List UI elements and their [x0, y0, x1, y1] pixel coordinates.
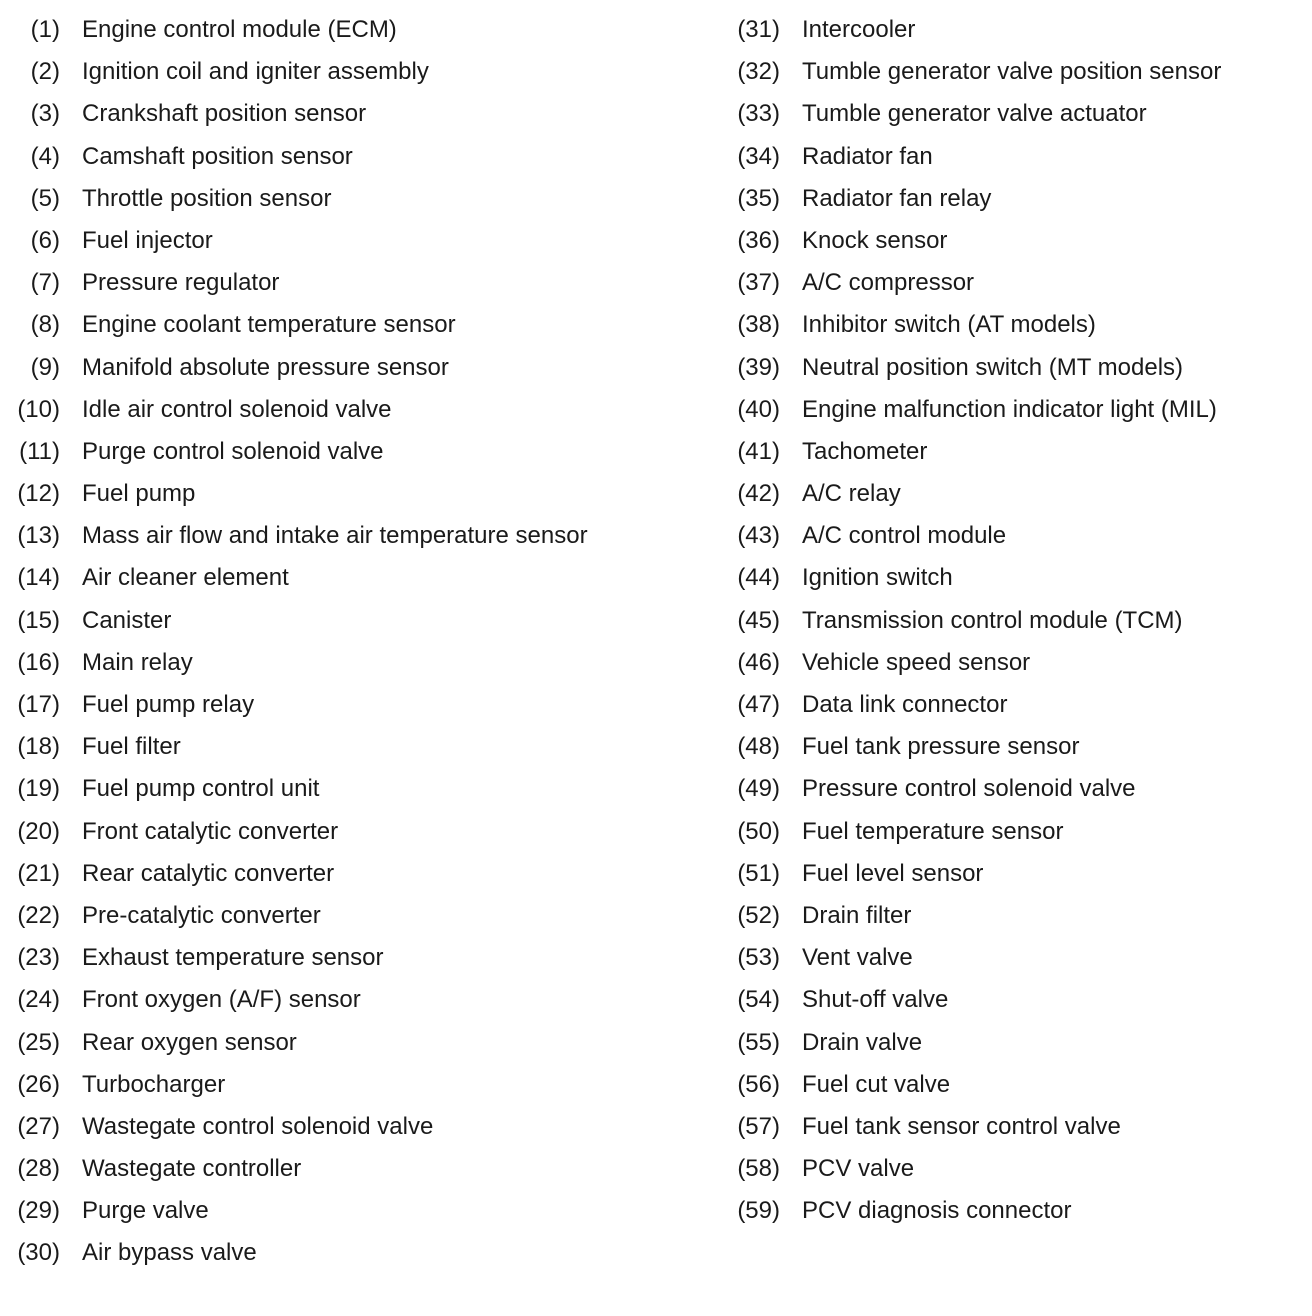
legend-item-label: Engine malfunction indicator light (MIL): [802, 395, 1217, 423]
legend-item-number: (2): [30, 58, 60, 86]
legend-item: [0, 389, 700, 431]
legend-item-number: (34): [737, 142, 780, 170]
legend-item-number: (40): [737, 395, 780, 423]
legend-item-label: A/C relay: [802, 480, 901, 508]
legend-item-label: Tachometer: [802, 437, 928, 465]
legend-item: [0, 178, 700, 220]
legend-item-number: (16): [17, 648, 60, 676]
legend-item-number: (56): [737, 1070, 780, 1098]
legend-item-label: Wastegate controller: [82, 1155, 302, 1183]
legend-item-label: Fuel pump relay: [82, 691, 255, 718]
legend-item-label: Purge valve: [82, 1197, 209, 1225]
legend-item-label: Idle air control solenoid valve: [82, 395, 392, 423]
legend-item-label: Data link connector: [802, 691, 1008, 718]
legend-item: [0, 473, 700, 515]
legend-item: [720, 389, 1300, 431]
legend-item-label: Fuel pump: [82, 480, 196, 508]
legend-item: [720, 1148, 1300, 1190]
legend-item-label: PCV diagnosis connector: [802, 1197, 1072, 1225]
legend-item-number: (23): [17, 944, 60, 972]
legend-item-label: Drain valve: [802, 1028, 923, 1056]
legend-item: [720, 347, 1300, 389]
legend-item: [720, 515, 1300, 557]
legend-item-number: (29): [17, 1197, 60, 1225]
legend-item-number: (20): [17, 817, 60, 845]
legend-item-number: (37): [737, 269, 780, 297]
legend-item-label: Canister: [82, 606, 172, 634]
legend-item-number: (28): [17, 1155, 60, 1183]
legend-item-label: Ignition coil and igniter assembly: [82, 58, 429, 86]
legend-item-label: Front catalytic converter: [82, 817, 339, 845]
legend-item-label: Inhibitor switch (AT models): [802, 311, 1096, 339]
legend-item: [720, 768, 1300, 810]
legend-item-label: Shut-off valve: [802, 986, 949, 1014]
legend-item-number: (44): [737, 564, 780, 592]
legend-item: [720, 1106, 1300, 1148]
legend-item-number: (11): [19, 437, 60, 465]
legend-item-label: Neutral position switch (MT models): [802, 353, 1184, 381]
legend-item: [0, 9, 700, 51]
legend-item: [720, 811, 1300, 853]
legend-item-number: (51): [737, 859, 780, 887]
legend-item-number: (53): [737, 944, 780, 972]
legend-item: [0, 726, 700, 768]
legend-item-number: (55): [737, 1028, 780, 1056]
legend-item-label: Fuel cut valve: [802, 1070, 951, 1098]
legend-item-number: (8): [30, 311, 60, 339]
legend-item-label: Exhaust temperature sensor: [82, 944, 384, 972]
legend-item: [720, 93, 1300, 135]
legend-item: [0, 347, 700, 389]
legend-item-number: (26): [17, 1070, 60, 1098]
legend-item: [0, 1106, 700, 1148]
legend-item-label: Fuel level sensor: [802, 859, 984, 887]
legend-item-number: (21): [17, 859, 60, 887]
legend-item-label: Front oxygen (A/F) sensor: [82, 986, 361, 1014]
legend-item-label: Fuel pump control unit: [82, 775, 320, 803]
legend-item: [0, 304, 700, 346]
legend-item: [720, 431, 1300, 473]
legend-item: [720, 9, 1300, 51]
legend-item-number: (14): [17, 564, 60, 592]
legend-item-number: (49): [737, 775, 780, 803]
legend-item-label: Rear oxygen sensor: [82, 1028, 297, 1056]
legend-item: [0, 557, 700, 599]
legend-item: [720, 979, 1300, 1021]
legend-item-number: (1): [30, 16, 60, 43]
legend-item: [0, 937, 700, 979]
legend-item-label: Mass air flow and intake air temperature sensor: [82, 522, 588, 550]
legend-item-number: (7): [30, 269, 60, 297]
legend-item-number: (54): [737, 986, 780, 1014]
parts-legend: [0, 9, 1312, 1299]
legend-item: [720, 262, 1300, 304]
legend-item-number: (38): [737, 311, 780, 339]
legend-item-number: (59): [737, 1197, 780, 1225]
legend-item-number: (57): [737, 1112, 780, 1140]
legend-item-label: Pre-catalytic converter: [82, 901, 321, 929]
legend-item-label: Vent valve: [802, 944, 913, 972]
legend-item: [720, 51, 1300, 93]
legend-item: [720, 1064, 1300, 1106]
legend-item-label: Crankshaft position sensor: [82, 100, 367, 128]
legend-item: [0, 979, 700, 1021]
legend-item-number: (3): [30, 100, 60, 128]
legend-item-number: (19): [17, 775, 60, 803]
legend-item-label: Air bypass valve: [82, 1239, 257, 1267]
legend-item-number: (35): [737, 184, 780, 212]
legend-item-number: (43): [737, 522, 780, 550]
legend-item-label: Engine coolant temperature sensor: [82, 311, 456, 339]
legend-item: [0, 768, 700, 810]
legend-item-number: (48): [737, 733, 780, 761]
legend-item-number: (30): [17, 1239, 60, 1267]
legend-item: [720, 178, 1300, 220]
legend-item-number: (15): [17, 606, 60, 634]
legend-item: [720, 220, 1300, 262]
legend-item-number: (18): [17, 733, 60, 761]
legend-item-label: Fuel temperature sensor: [802, 817, 1064, 845]
legend-item-label: Turbocharger: [82, 1070, 226, 1098]
legend-item: [720, 1022, 1300, 1064]
legend-item: [0, 93, 700, 135]
legend-item-number: (33): [737, 100, 780, 128]
legend-column-right: [720, 9, 1300, 1232]
legend-item-number: (45): [737, 606, 780, 634]
legend-item-number: (41): [737, 437, 780, 465]
legend-item-number: (47): [737, 691, 780, 718]
legend-column-left: [0, 9, 700, 1275]
legend-item: [0, 1232, 700, 1274]
legend-item: [0, 431, 700, 473]
legend-item-label: Rear catalytic converter: [82, 859, 335, 887]
legend-item-number: (9): [30, 353, 60, 381]
legend-item-label: Air cleaner element: [82, 564, 289, 592]
legend-item-number: (46): [737, 648, 780, 676]
legend-item-number: (31): [737, 16, 780, 43]
legend-item-label: Camshaft position sensor: [82, 142, 353, 170]
legend-item-label: Purge control solenoid valve: [82, 437, 384, 465]
legend-item: [720, 642, 1300, 684]
legend-item: [0, 1064, 700, 1106]
legend-item-label: Tumble generator valve position sensor: [802, 58, 1222, 86]
legend-item-label: Intercooler: [802, 16, 916, 43]
legend-item: [720, 1190, 1300, 1232]
legend-item-number: (22): [17, 901, 60, 929]
legend-item-label: Tumble generator valve actuator: [802, 100, 1147, 128]
legend-item-number: (4): [30, 142, 60, 170]
legend-item: [720, 473, 1300, 515]
legend-item-label: Fuel tank sensor control valve: [802, 1112, 1121, 1140]
legend-item-number: (52): [737, 901, 780, 929]
legend-item-number: (27): [17, 1112, 60, 1140]
legend-item-number: (42): [737, 480, 780, 508]
legend-item: [720, 557, 1300, 599]
legend-item: [0, 51, 700, 93]
legend-item-label: Fuel tank pressure sensor: [802, 733, 1080, 761]
legend-item: [720, 600, 1300, 642]
legend-item-number: (5): [30, 184, 60, 212]
legend-item-label: Pressure control solenoid valve: [802, 775, 1136, 803]
legend-item-number: (25): [17, 1028, 60, 1056]
legend-item-number: (32): [737, 58, 780, 86]
legend-item: [720, 895, 1300, 937]
legend-item-label: Throttle position sensor: [82, 184, 332, 212]
legend-item: [0, 220, 700, 262]
legend-item: [0, 515, 700, 557]
legend-item-label: Ignition switch: [802, 564, 953, 592]
legend-item-number: (10): [17, 395, 60, 423]
legend-item-label: Main relay: [82, 648, 193, 676]
legend-item-label: Vehicle speed sensor: [802, 648, 1031, 676]
legend-item: [0, 853, 700, 895]
legend-item-number: (58): [737, 1155, 780, 1183]
legend-item: [0, 262, 700, 304]
legend-item-number: (36): [737, 226, 780, 254]
legend-item: [0, 1190, 700, 1232]
legend-item-number: (12): [17, 480, 60, 508]
legend-item-label: Manifold absolute pressure sensor: [82, 353, 449, 381]
legend-item: [720, 853, 1300, 895]
legend-item-number: (50): [737, 817, 780, 845]
legend-item: [0, 1148, 700, 1190]
legend-item-number: (6): [30, 226, 60, 254]
legend-item: [720, 726, 1300, 768]
legend-item-label: Engine control module (ECM): [82, 16, 397, 43]
legend-item-number: (39): [737, 353, 780, 381]
legend-item-label: A/C control module: [802, 522, 1007, 550]
legend-item: [0, 895, 700, 937]
legend-item-label: Radiator fan relay: [802, 184, 992, 212]
legend-item-label: Transmission control module (TCM): [802, 606, 1183, 634]
legend-item: [720, 304, 1300, 346]
legend-item-label: Wastegate control solenoid valve: [82, 1112, 434, 1140]
legend-item: [720, 136, 1300, 178]
legend-item-label: A/C compressor: [802, 269, 975, 297]
legend-item: [0, 811, 700, 853]
legend-item: [0, 684, 700, 726]
legend-item-number: (24): [17, 986, 60, 1014]
legend-item-number: (13): [17, 522, 60, 550]
legend-item-number: (17): [17, 691, 60, 718]
legend-item: [0, 136, 700, 178]
legend-item-label: Radiator fan: [802, 142, 933, 170]
legend-item-label: Fuel injector: [82, 226, 213, 254]
legend-item: [0, 600, 700, 642]
legend-item-label: PCV valve: [802, 1155, 915, 1183]
legend-item-label: Pressure regulator: [82, 269, 280, 297]
legend-item-label: Drain filter: [802, 901, 912, 929]
legend-item: [720, 684, 1300, 726]
legend-item-label: Fuel filter: [82, 733, 181, 761]
legend-item-label: Knock sensor: [802, 226, 948, 254]
legend-item: [0, 642, 700, 684]
legend-item: [720, 937, 1300, 979]
legend-item: [0, 1022, 700, 1064]
